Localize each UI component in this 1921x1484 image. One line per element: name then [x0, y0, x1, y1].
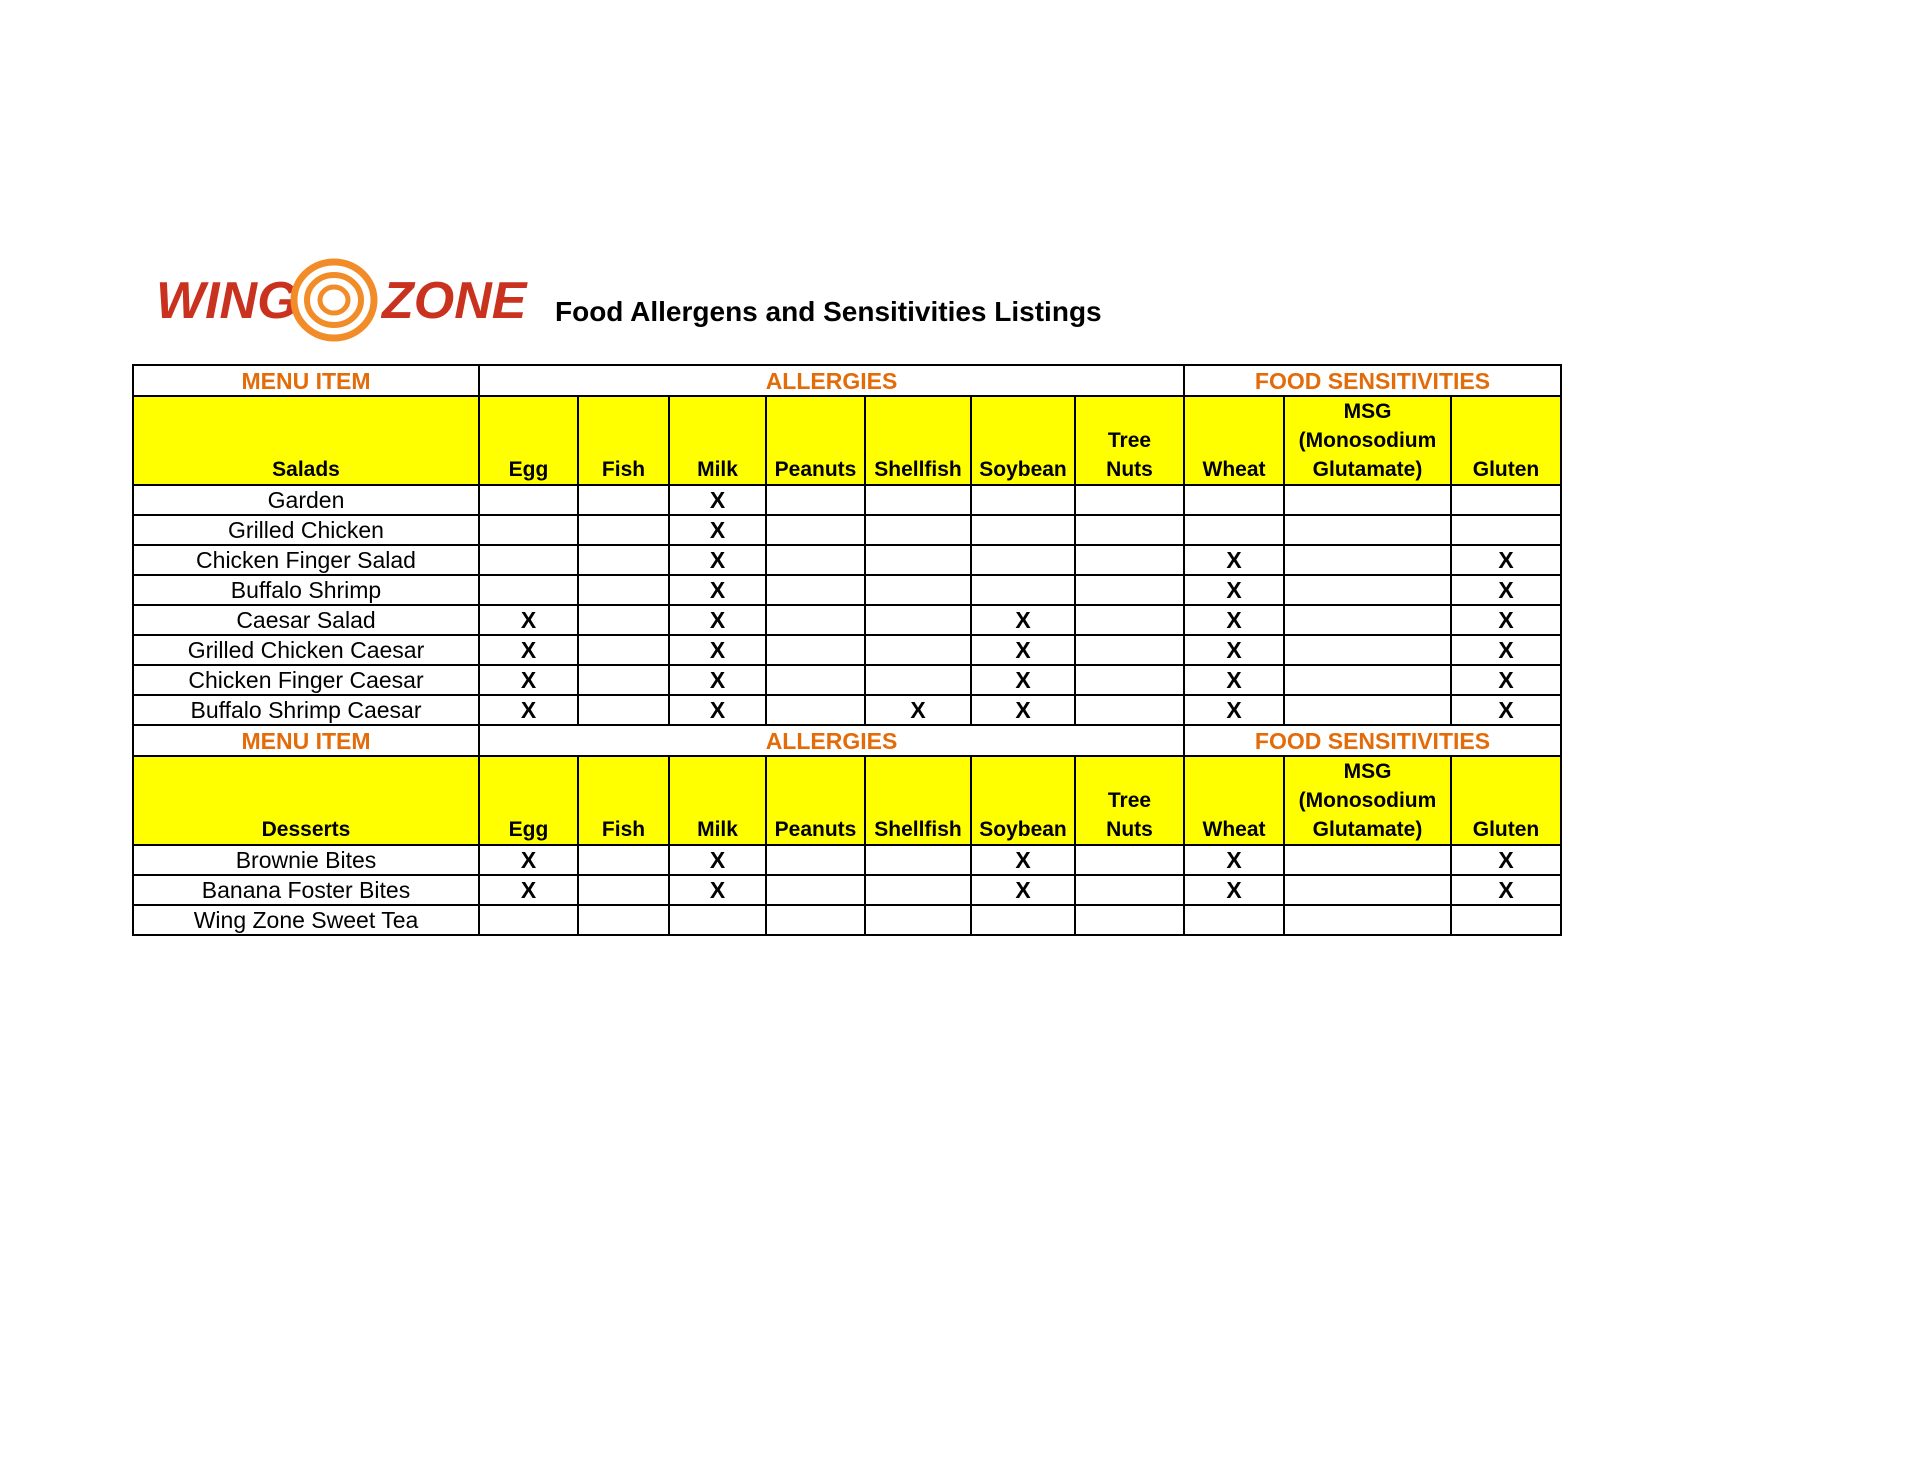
allergen-mark-tree-nuts	[1075, 665, 1184, 695]
svg-text:ZONE: ZONE	[382, 272, 527, 330]
allergen-mark-msg	[1284, 665, 1451, 695]
allergen-mark-shellfish	[865, 845, 971, 875]
column-header-line: Tree	[1107, 429, 1152, 452]
allergen-mark-gluten	[1451, 905, 1561, 935]
allergen-mark-peanuts	[766, 575, 865, 605]
column-header-line: Glutamate)	[1312, 818, 1423, 841]
menu-item-name: Grilled Chicken	[133, 515, 479, 545]
allergen-mark-shellfish	[865, 875, 971, 905]
column-header-line: MSG	[1343, 760, 1392, 783]
column-header-shellfish: Shellfish	[865, 396, 971, 485]
allergen-mark-wheat: X	[1184, 635, 1284, 665]
allergen-mark-fish	[578, 905, 669, 935]
allergen-mark-gluten: X	[1451, 845, 1561, 875]
table-row	[133, 875, 1561, 905]
allergen-mark-msg	[1284, 575, 1451, 605]
column-header-peanuts: Peanuts	[766, 396, 865, 485]
allergen-mark-fish	[578, 545, 669, 575]
allergen-mark-msg	[1284, 545, 1451, 575]
allergen-mark-msg	[1284, 635, 1451, 665]
allergen-mark-milk	[669, 905, 766, 935]
food-sensitivities-group-header: FOOD SENSITIVITIES	[1184, 365, 1561, 396]
column-header-tree-nuts	[1075, 756, 1184, 845]
column-header-egg: Egg	[479, 756, 578, 845]
allergen-mark-msg	[1284, 515, 1451, 545]
menu-item-name: Banana Foster Bites	[133, 875, 479, 905]
allergen-table	[132, 364, 1562, 936]
menu-item-name: Brownie Bites	[133, 845, 479, 875]
food-sensitivities-group-header: FOOD SENSITIVITIES	[1184, 725, 1561, 756]
allergen-mark-tree-nuts	[1075, 485, 1184, 515]
allergen-mark-wheat: X	[1184, 605, 1284, 635]
allergen-mark-egg	[479, 575, 578, 605]
allergen-mark-egg	[479, 485, 578, 515]
allergen-mark-tree-nuts	[1075, 515, 1184, 545]
allergen-mark-tree-nuts	[1075, 545, 1184, 575]
menu-item-name: Buffalo Shrimp Caesar	[133, 695, 479, 725]
allergen-mark-egg	[479, 905, 578, 935]
menu-item-name: Wing Zone Sweet Tea	[133, 905, 479, 935]
column-header-row	[133, 756, 1561, 845]
menu-item-name: Chicken Finger Salad	[133, 545, 479, 575]
allergen-mark-tree-nuts	[1075, 695, 1184, 725]
column-header-milk: Milk	[669, 396, 766, 485]
table-row	[133, 905, 1561, 935]
allergen-mark-fish	[578, 665, 669, 695]
allergen-mark-shellfish	[865, 665, 971, 695]
allergen-mark-soybean	[971, 575, 1075, 605]
allergen-mark-soybean: X	[971, 635, 1075, 665]
column-header-wheat: Wheat	[1184, 396, 1284, 485]
wing-zone-logo	[152, 254, 527, 344]
allergen-mark-milk: X	[669, 875, 766, 905]
allergen-mark-gluten	[1451, 515, 1561, 545]
column-header-milk: Milk	[669, 756, 766, 845]
table-row	[133, 695, 1561, 725]
table-row	[133, 605, 1561, 635]
allergen-mark-msg	[1284, 875, 1451, 905]
table-row	[133, 635, 1561, 665]
column-header-row	[133, 396, 1561, 485]
menu-item-name: Grilled Chicken Caesar	[133, 635, 479, 665]
allergen-mark-shellfish: X	[865, 695, 971, 725]
allergen-mark-milk: X	[669, 695, 766, 725]
allergen-mark-wheat: X	[1184, 545, 1284, 575]
allergen-mark-wheat: X	[1184, 845, 1284, 875]
allergen-mark-msg	[1284, 605, 1451, 635]
allergen-mark-egg	[479, 515, 578, 545]
column-header-line: Tree	[1107, 789, 1152, 812]
allergen-mark-peanuts	[766, 905, 865, 935]
allergen-mark-msg	[1284, 695, 1451, 725]
allergen-mark-gluten: X	[1451, 665, 1561, 695]
allergen-mark-shellfish	[865, 515, 971, 545]
allergen-mark-msg	[1284, 485, 1451, 515]
group-header-row	[133, 725, 1561, 756]
allergen-mark-milk: X	[669, 845, 766, 875]
allergen-mark-milk: X	[669, 665, 766, 695]
allergen-mark-fish	[578, 575, 669, 605]
allergen-mark-peanuts	[766, 545, 865, 575]
menu-item-name: Chicken Finger Caesar	[133, 665, 479, 695]
allergen-mark-fish	[578, 605, 669, 635]
allergen-mark-gluten: X	[1451, 545, 1561, 575]
allergen-mark-peanuts	[766, 695, 865, 725]
allergen-mark-soybean	[971, 515, 1075, 545]
allergen-mark-wheat: X	[1184, 665, 1284, 695]
column-header-egg: Egg	[479, 396, 578, 485]
allergen-mark-shellfish	[865, 545, 971, 575]
table-row	[133, 845, 1561, 875]
allergen-mark-fish	[578, 485, 669, 515]
allergen-mark-fish	[578, 875, 669, 905]
allergen-mark-fish	[578, 635, 669, 665]
allergen-mark-milk: X	[669, 575, 766, 605]
allergen-mark-wheat: X	[1184, 875, 1284, 905]
allergen-mark-gluten: X	[1451, 575, 1561, 605]
allergen-mark-wheat	[1184, 905, 1284, 935]
column-header-line: Nuts	[1106, 818, 1153, 841]
allergen-mark-egg: X	[479, 695, 578, 725]
column-header-fish: Fish	[578, 756, 669, 845]
allergen-mark-tree-nuts	[1075, 875, 1184, 905]
allergen-mark-wheat: X	[1184, 575, 1284, 605]
document-title: Food Allergens and Sensitivities Listings	[555, 296, 1102, 327]
allergen-mark-egg	[479, 545, 578, 575]
allergen-mark-fish	[578, 515, 669, 545]
allergen-mark-egg: X	[479, 845, 578, 875]
column-header-fish: Fish	[578, 396, 669, 485]
column-header-msg	[1284, 396, 1451, 485]
allergen-mark-gluten: X	[1451, 635, 1561, 665]
allergen-mark-milk: X	[669, 635, 766, 665]
allergen-mark-peanuts	[766, 515, 865, 545]
menu-item-name: Buffalo Shrimp	[133, 575, 479, 605]
allergen-mark-milk: X	[669, 515, 766, 545]
allergen-mark-soybean: X	[971, 605, 1075, 635]
allergen-mark-tree-nuts	[1075, 575, 1184, 605]
allergen-mark-tree-nuts	[1075, 635, 1184, 665]
table-row	[133, 485, 1561, 515]
allergen-mark-soybean	[971, 485, 1075, 515]
allergen-mark-wheat	[1184, 485, 1284, 515]
allergen-mark-tree-nuts	[1075, 905, 1184, 935]
allergen-mark-fish	[578, 695, 669, 725]
allergies-group-header: ALLERGIES	[479, 365, 1184, 396]
allergen-mark-peanuts	[766, 845, 865, 875]
allergen-mark-peanuts	[766, 665, 865, 695]
allergen-mark-milk: X	[669, 605, 766, 635]
allergen-mark-egg: X	[479, 635, 578, 665]
allergen-mark-gluten: X	[1451, 875, 1561, 905]
allergen-mark-gluten: X	[1451, 605, 1561, 635]
column-header-gluten: Gluten	[1451, 756, 1561, 845]
svg-text:WING: WING	[156, 272, 298, 330]
section-title: Desserts	[133, 756, 479, 845]
allergen-mark-shellfish	[865, 635, 971, 665]
allergen-mark-wheat: X	[1184, 695, 1284, 725]
table-row	[133, 515, 1561, 545]
menu-item-group-header: MENU ITEM	[133, 365, 479, 396]
allergen-mark-shellfish	[865, 485, 971, 515]
allergen-mark-peanuts	[766, 485, 865, 515]
column-header-line: Glutamate)	[1312, 458, 1423, 481]
column-header-line: (Monosodium	[1298, 429, 1437, 452]
column-header-tree-nuts	[1075, 396, 1184, 485]
column-header-line: MSG	[1343, 400, 1392, 423]
allergen-mark-shellfish	[865, 605, 971, 635]
column-header-soybean: Soybean	[971, 396, 1075, 485]
allergen-mark-fish	[578, 845, 669, 875]
group-header-row	[133, 365, 1561, 396]
table-row	[133, 575, 1561, 605]
column-header-peanuts: Peanuts	[766, 756, 865, 845]
table-row	[133, 545, 1561, 575]
allergen-mark-milk: X	[669, 545, 766, 575]
allergen-mark-soybean: X	[971, 845, 1075, 875]
allergen-mark-milk: X	[669, 485, 766, 515]
allergen-mark-shellfish	[865, 905, 971, 935]
allergen-mark-wheat	[1184, 515, 1284, 545]
column-header-line: Nuts	[1106, 458, 1153, 481]
allergen-mark-tree-nuts	[1075, 845, 1184, 875]
allergen-mark-soybean	[971, 545, 1075, 575]
column-header-shellfish: Shellfish	[865, 756, 971, 845]
menu-item-name: Garden	[133, 485, 479, 515]
allergen-mark-soybean: X	[971, 695, 1075, 725]
column-header-gluten: Gluten	[1451, 396, 1561, 485]
section-title: Salads	[133, 396, 479, 485]
allergen-mark-peanuts	[766, 875, 865, 905]
allergen-mark-gluten	[1451, 485, 1561, 515]
allergen-mark-soybean: X	[971, 875, 1075, 905]
allergen-mark-egg: X	[479, 605, 578, 635]
column-header-wheat: Wheat	[1184, 756, 1284, 845]
allergen-mark-msg	[1284, 845, 1451, 875]
menu-item-name: Caesar Salad	[133, 605, 479, 635]
allergen-mark-soybean: X	[971, 665, 1075, 695]
column-header-line: (Monosodium	[1298, 789, 1437, 812]
column-header-soybean: Soybean	[971, 756, 1075, 845]
allergen-mark-shellfish	[865, 575, 971, 605]
allergen-mark-peanuts	[766, 605, 865, 635]
allergen-mark-soybean	[971, 905, 1075, 935]
allergen-mark-egg: X	[479, 875, 578, 905]
allergen-mark-peanuts	[766, 635, 865, 665]
allergen-mark-msg	[1284, 905, 1451, 935]
table-row	[133, 665, 1561, 695]
allergen-mark-gluten: X	[1451, 695, 1561, 725]
allergen-mark-tree-nuts	[1075, 605, 1184, 635]
allergen-mark-egg: X	[479, 665, 578, 695]
menu-item-group-header: MENU ITEM	[133, 725, 479, 756]
allergies-group-header: ALLERGIES	[479, 725, 1184, 756]
column-header-msg	[1284, 756, 1451, 845]
